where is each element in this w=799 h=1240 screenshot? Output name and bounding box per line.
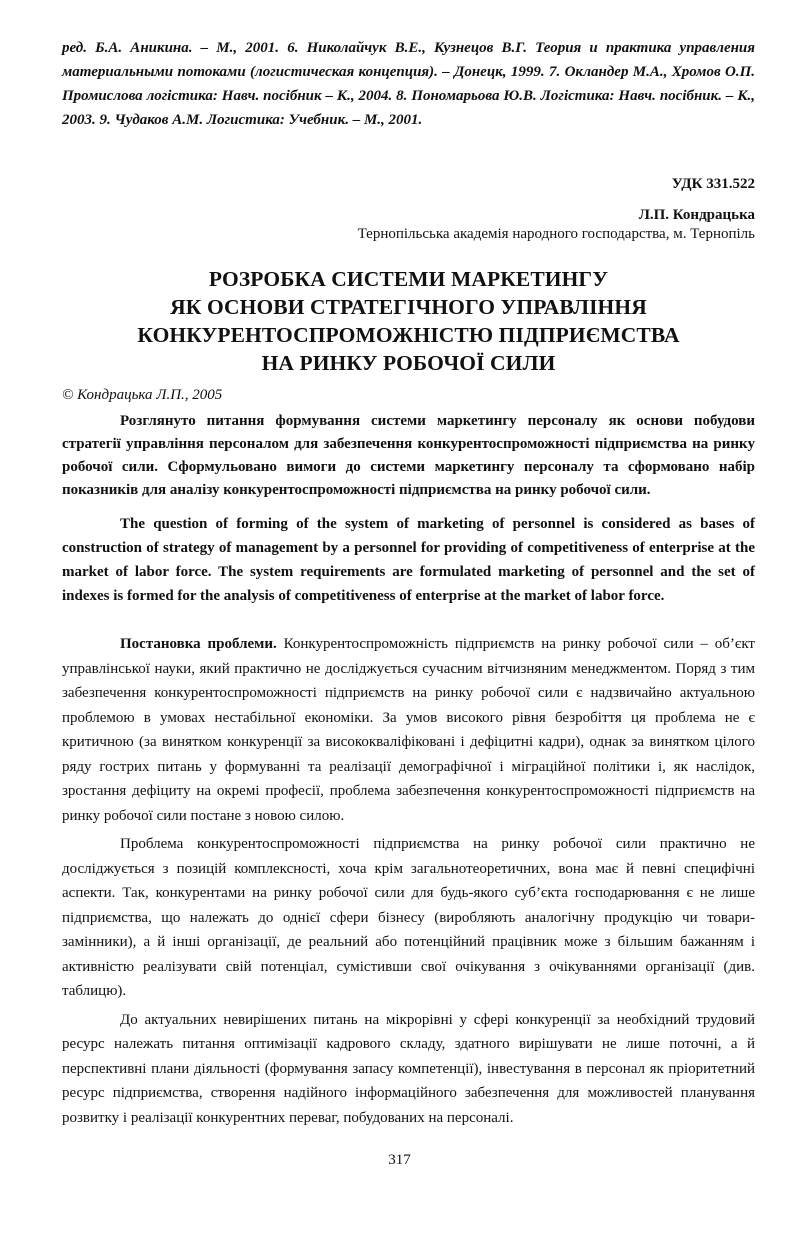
abstract-ukrainian: Розглянуто питання формування системи маркетингу персоналу як основи побудови стратегії управління персоналом для забезпечення конкурентоспроможності підприємства на ринку робочої сили. Сформульовано вимоги до системи маркетингу персоналу та сформовано набір показників для аналізу конкурентоспроможності підприємства на ринку робочої сили. — [62, 413, 755, 498]
title-line: РОЗРОБКА СИСТЕМИ МАРКЕТИНГУ — [208, 267, 609, 291]
body-paragraph: До актуальних невирішених питань на мікрорівні у сфері конкуренції за необхідний трудовий ресурс належать питання оптимізації кадрового складу, здатного вирішувати не лише поточні, а й перспективні плани діяльності (формування запасу компетенції), інвестування в персонал як пріоритетний ресурс підприємства, створення надійного інформаційного забезпечення для можливостей планування розвитку і реалізації конкурентних переваг, побудованих на персоналі. — [62, 1011, 755, 1126]
body-paragraph: Проблема конкурентоспроможності підприємства на ринку робочої сили практично не досліджується з позицій комплексності, хоча крім загальнотеоретичних, вона має й певні специфічні аспекти. Так, конкурентами на ринку робочої сили для будь-якого суб’єкта господарювання є не лише підприємства, що належать до однієї сфери бізнесу (виробляють аналогічну продукцію чи товари-замінники), а й інші організації, де реальний або потенційний працівник може з більшим бажанням і активністю реалізувати свій потенціал, сумістивши свої очікування з очікуваннями організації (див. таблицю). — [62, 836, 755, 999]
author-affiliation: Тернопільська академія народного господарства, м. Тернопіль — [357, 226, 755, 242]
abstract-english: The question of forming of the system of marketing of personnel is considered as bases of construction of strategy of management by a personnel for providing of competitiveness of enterprise at the market of labor force. The system requirements are formulated marketing of personnel and the set of indexes is formed for the analysis of competitiveness of enterprise at the market of labor force. — [62, 516, 755, 604]
article-title — [62, 265, 755, 377]
section-lead-heading: Постановка проблеми. — [120, 636, 277, 652]
page-number: 317 — [388, 1152, 411, 1168]
title-line: КОНКУРЕНТОСПРОМОЖНІСТЮ ПІДПРИЄМСТВА — [137, 323, 680, 347]
udk-code: УДК 331.522 — [671, 176, 755, 192]
page — [62, 36, 755, 1130]
author-name: Л.П. Кондрацька — [638, 207, 755, 223]
body-paragraph — [62, 632, 755, 828]
title-line: НА РИНКУ РОБОЧОЇ СИЛИ — [261, 351, 556, 375]
references-continuation: ред. Б.А. Аникина. – М., 2001. 6. Николайчук В.Е., Кузнецов В.Г. Теория и практика управления материальными потоками (логистическая концепция). – Донецк, 1999. 7. Окландер М.А., Хромов О.П. Промислова логістика: Навч. посібник – К., 2004. 8. Пономарьова Ю.В. Логістика: Навч. посібник. – К., 2003. 9. Чудаков А.М. Логистика: Учебник. – М., 2001. — [62, 40, 755, 128]
title-line: ЯК ОСНОВИ СТРАТЕГІЧНОГО УПРАВЛІННЯ — [170, 295, 647, 319]
body-paragraph-text: Конкурентоспроможність підприємств на ринку робочої сили – об’єкт управлінської науки, який практично не досліджується сучасним вітчизняним менеджментом. Поряд з тим забезпечення конкурентоспроможності підприємств на ринку робочої сили є надзвичайно актуальною проблемою в умовах нестабільної економіки. За умов високого рівня безробіття ця проблема не є критичною (за винятком конкуренції за висококваліфіковані і дефіцитні кадри), однак за винятком цілого ряду гострих питань у формуванні та реалізації демографічної і міграційної політики і, як наслідок, зростання дефіциту на окремі професії, проблема забезпечення конкурентоспроможності підприємств на ринку робочої сили постане з новою силою. — [62, 636, 755, 824]
copyright-notice: © Кондрацька Л.П., 2005 — [62, 387, 223, 403]
